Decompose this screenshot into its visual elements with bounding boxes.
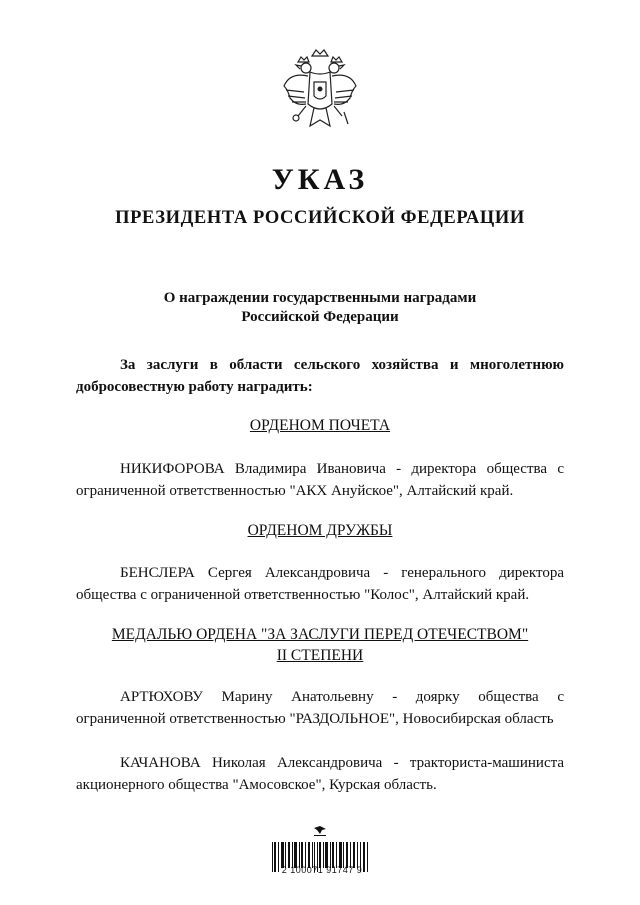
document-title: УКАЗ [271,163,369,196]
award-entry-text: БЕНСЛЕРА Сергея Александровича - генерального директора общества с ограниченной ответственностью "Колос", Алтайский край. [76,565,564,603]
decree-preamble [76,354,564,398]
award-entry [76,562,564,606]
award-entry-text: КАЧАНОВА Николая Александровича - тракториста-машиниста акционерного общества "Амосовское", Курская область. [76,755,564,793]
award-entry [76,686,564,730]
russian-coat-of-arms-icon [276,46,364,142]
subject-line: О награждении государственными наградами [163,290,477,306]
award-entry [76,752,564,796]
barcode-number: 2 100071 91747 9 [281,865,363,875]
award-entry-text: НИКИФОРОВА Владимира Ивановича - директора общества с ограниченной ответственностью "АКХ Ануйское", Алтайский край. [76,461,564,499]
subject-line: Российской Федерации [241,309,399,325]
award-entry [76,458,564,502]
barcode-icon [268,826,372,892]
award-heading-medal: МЕДАЛЬЮ ОРДЕНА "ЗА ЗАСЛУГИ ПЕРЕД ОТЕЧЕСТВОМ" [111,626,529,643]
document-subtitle: ПРЕЗИДЕНТА РОССИЙСКОЙ ФЕДЕРАЦИИ [115,208,525,228]
preamble-text: За заслуги в области сельского хозяйства и многолетнюю добросовестную работу наградить: [76,357,564,395]
award-heading-medal-degree: II СТЕПЕНИ [276,647,364,664]
decree-subject [0,289,640,327]
award-heading-order-of-honour: ОРДЕНОМ ПОЧЕТА [249,417,391,434]
award-entry-text: АРТЮХОВУ Марину Анатольевну - доярку общества с ограниченной ответственностью "РАЗДОЛЬНОЕ", Новосибирская область [76,689,564,727]
award-heading-order-of-friendship: ОРДЕНОМ ДРУЖБЫ [247,522,393,539]
